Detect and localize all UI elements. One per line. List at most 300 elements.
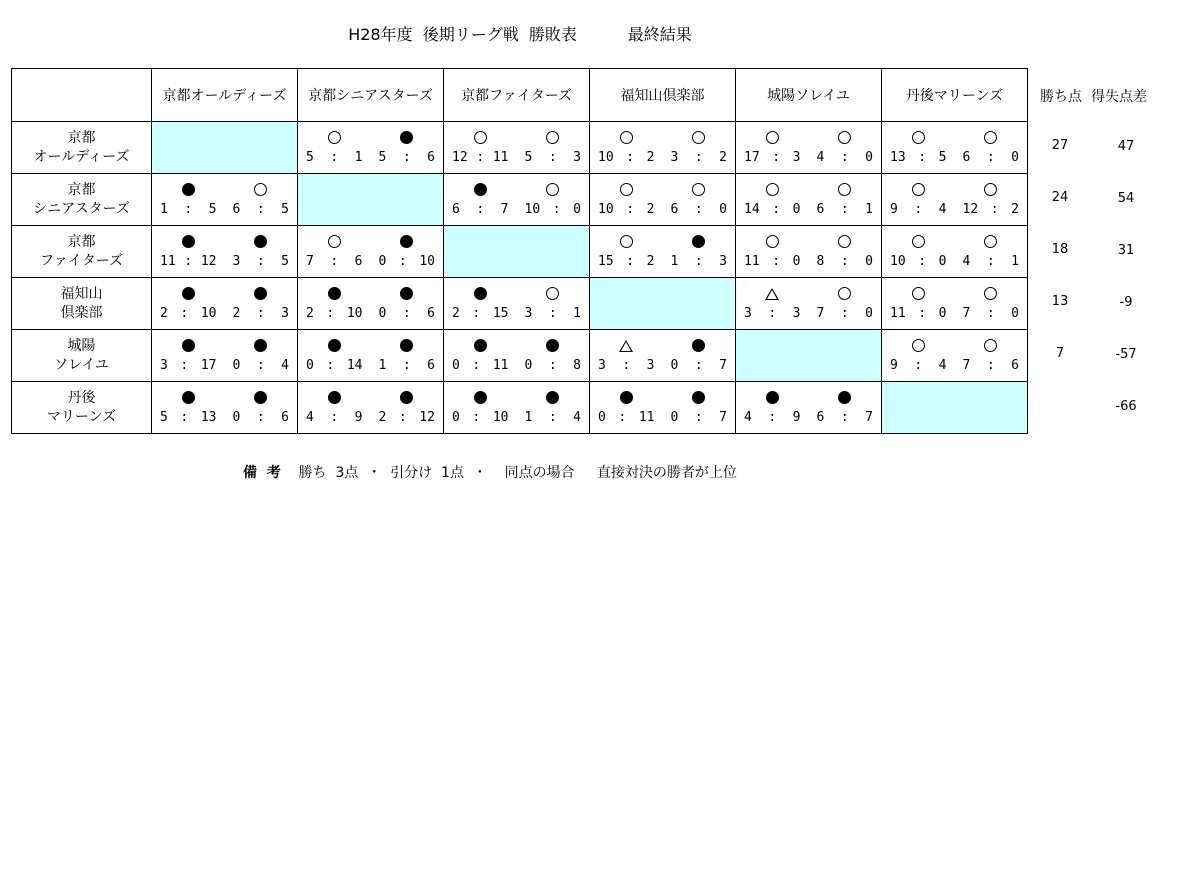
game-result-cell [444,278,517,330]
score-separator: : [402,150,411,165]
score-against: 7 [865,410,873,425]
game-score [736,252,809,272]
team-goal-diff: -66 [1115,399,1137,414]
score-for: 10 [890,254,906,269]
team-points: 18 [1051,242,1069,257]
game-result-cell [736,174,809,226]
game-score [663,252,736,272]
game-result-cell [590,226,663,278]
game-result-cell [152,226,225,278]
score-for: 0 [670,358,679,373]
score-against: 6 [281,410,289,425]
team-goal-diff: -57 [1115,347,1137,362]
score-against: 2 [646,150,655,165]
row-team-name [12,382,152,434]
score-for: 0 [232,358,241,373]
game-result-cell [736,278,809,330]
result-mark [298,282,371,304]
score-against: 11 [492,358,509,373]
score-separator: : [402,306,411,321]
result-mark [663,230,736,252]
score-for: 0 [524,358,533,373]
score-against: 4 [281,358,289,373]
win-circle-icon [984,287,997,300]
result-mark [955,334,1028,356]
score-separator: : [626,150,635,165]
result-mark [955,126,1028,148]
loss-filled-circle-icon [692,391,705,404]
remarks-label: 備 考 [243,465,281,481]
game-score [152,408,225,428]
game-result-cell [371,226,444,278]
loss-filled-circle-icon [400,235,413,248]
result-mark [517,178,590,200]
result-mark [444,386,517,408]
win-circle-icon [328,131,341,144]
win-circle-icon [474,131,487,144]
loss-filled-circle-icon [692,235,705,248]
win-circle-icon [912,183,925,196]
game-score [590,356,663,376]
result-mark [298,334,371,356]
game-score [517,356,590,376]
score-for: 14 [744,202,760,217]
score-separator: : [914,358,923,373]
score-against: 0 [938,306,947,321]
score-against: 5 [281,202,289,217]
loss-filled-circle-icon [474,339,487,352]
loss-filled-circle-icon [328,339,341,352]
result-mark [152,386,225,408]
score-separator: : [772,150,781,165]
score-for: 0 [670,410,679,425]
game-score [663,200,736,220]
score-for: 3 [160,358,168,373]
game-result-cell [736,122,809,174]
win-circle-icon [984,131,997,144]
game-result-cell [444,330,517,382]
game-score [225,304,298,324]
result-mark [736,178,809,200]
self-match-cell [444,226,590,278]
game-score [882,304,955,324]
score-against: 7 [500,202,509,217]
row-team-name-line2: オールディーズ [33,148,130,165]
result-mark [663,386,736,408]
row-team-name [12,174,152,226]
remarks-note [243,462,737,482]
score-for: 2 [452,306,460,321]
score-for: 10 [598,202,614,217]
score-separator: : [986,306,995,321]
row-team-name-line1: 京都 [67,129,96,146]
score-separator: : [986,358,995,373]
score-for: 17 [744,150,760,165]
score-separator: : [548,306,557,321]
team-points: 27 [1051,138,1069,153]
game-score [225,200,298,220]
game-result-cell [152,278,225,330]
self-match-cell [736,330,882,382]
score-for: 0 [378,254,387,269]
score-for: 5 [160,410,168,425]
score-for: 2 [160,306,168,321]
score-separator: : [694,254,703,269]
win-circle-icon [328,235,341,248]
score-against: 9 [792,410,801,425]
score-separator: : [694,358,703,373]
loss-filled-circle-icon [182,287,195,300]
score-against: 13 [200,410,217,425]
score-against: 7 [719,410,727,425]
result-mark [882,178,955,200]
score-for: 6 [452,202,460,217]
team-points: 7 [1055,346,1065,361]
win-circle-icon [766,131,779,144]
game-score [955,356,1028,376]
score-separator: : [398,410,407,425]
result-mark [809,386,882,408]
score-against: 0 [865,306,873,321]
loss-filled-circle-icon [766,391,779,404]
score-against: 3 [646,358,655,373]
score-separator: : [472,306,481,321]
game-result-cell [663,382,736,434]
result-mark [517,282,590,304]
game-score [298,356,371,376]
win-circle-icon [984,183,997,196]
row-team-name [12,226,152,278]
score-separator: : [918,254,927,269]
score-separator: : [476,150,485,165]
result-mark [882,282,955,304]
self-match-cell [882,382,1028,434]
loss-filled-circle-icon [182,235,195,248]
self-match-cell [152,122,298,174]
result-mark [882,230,955,252]
score-for: 13 [890,150,906,165]
game-score [225,356,298,376]
win-circle-icon [766,183,779,196]
row-team-name [12,122,152,174]
win-circle-icon [692,131,705,144]
score-separator: : [476,202,485,217]
game-score [517,408,590,428]
score-for: 1 [378,358,387,373]
loss-filled-circle-icon [692,339,705,352]
score-separator: : [986,150,995,165]
score-against: 0 [792,202,801,217]
loss-filled-circle-icon [328,391,341,404]
score-against: 10 [200,306,217,321]
win-circle-icon [984,339,997,352]
result-mark [225,386,298,408]
game-result-cell [590,330,663,382]
win-circle-icon [838,131,851,144]
game-score [882,148,955,168]
self-match-cell [298,174,444,226]
game-score [882,356,955,376]
score-separator: : [840,306,849,321]
result-mark [444,178,517,200]
result-mark [444,126,517,148]
game-result-cell [590,382,663,434]
row-team-name [12,278,152,330]
team-row [12,122,1028,174]
score-separator: : [472,358,481,373]
score-separator: : [768,410,777,425]
win-circle-icon [838,235,851,248]
score-for: 10 [524,202,541,217]
score-separator: : [184,202,193,217]
game-score [371,408,444,428]
score-against: 5 [281,254,289,269]
score-against: 4 [938,358,947,373]
score-for: 9 [890,202,898,217]
result-mark [955,282,1028,304]
row-team-name-line2: 倶楽部 [60,304,103,321]
game-result-cell [444,382,517,434]
score-separator: : [626,254,635,269]
win-circle-icon [620,235,633,248]
score-separator: : [326,358,335,373]
result-mark [517,126,590,148]
score-separator: : [326,306,335,321]
team-goal-diff: 54 [1117,191,1135,206]
game-result-cell [590,122,663,174]
score-separator: : [548,150,557,165]
result-mark [809,126,882,148]
result-mark [663,334,736,356]
result-mark [225,178,298,200]
game-score [663,408,736,428]
result-mark [152,282,225,304]
score-separator: : [840,254,849,269]
loss-filled-circle-icon [546,339,559,352]
game-result-cell [882,122,955,174]
loss-filled-circle-icon [400,339,413,352]
row-team-name-line1: 京都 [67,233,96,250]
team-row [12,226,1028,278]
score-for: 0 [232,410,241,425]
score-against: 6 [427,150,435,165]
score-separator: : [694,410,703,425]
result-mark [736,282,809,304]
win-circle-icon [912,287,925,300]
result-mark [371,282,444,304]
game-score [809,148,882,168]
score-separator: : [256,254,265,269]
score-against: 2 [719,150,727,165]
score-for: 0 [452,358,460,373]
score-separator: : [548,358,557,373]
win-circle-icon [546,183,559,196]
game-result-cell [663,174,736,226]
team-points: 24 [1051,190,1069,205]
score-separator: : [256,306,265,321]
result-mark [152,230,225,252]
game-result-cell [663,226,736,278]
result-mark [882,126,955,148]
result-mark [590,386,663,408]
result-mark [152,178,225,200]
result-mark [809,230,882,252]
score-for: 11 [744,254,760,269]
score-separator: : [256,358,265,373]
game-score [590,408,663,428]
score-against: 5 [208,202,217,217]
result-mark [736,230,809,252]
loss-filled-circle-icon [400,287,413,300]
result-mark [736,126,809,148]
score-for: 3 [232,254,241,269]
loss-filled-circle-icon [254,391,267,404]
game-score [517,200,590,220]
score-for: 9 [890,358,898,373]
game-score [882,252,955,272]
game-result-cell [955,226,1028,278]
score-against: 7 [719,358,727,373]
loss-filled-circle-icon [182,339,195,352]
game-score [371,148,444,168]
result-mark [590,334,663,356]
game-score [152,252,225,272]
result-mark [225,334,298,356]
score-against: 11 [492,150,509,165]
score-separator: : [626,202,635,217]
score-against: 1 [865,202,873,217]
win-circle-icon [546,131,559,144]
score-against: 3 [573,150,581,165]
score-for: 12 [452,150,468,165]
score-separator: : [398,254,407,269]
row-team-name-line1: 京都 [67,181,96,198]
score-for: 15 [598,254,614,269]
result-mark [517,386,590,408]
score-against: 6 [354,254,363,269]
score-against: 1 [573,306,581,321]
score-separator: : [330,150,339,165]
league-body [12,122,1028,434]
loss-filled-circle-icon [620,391,633,404]
row-team-name-line2: シニアスターズ [33,200,130,217]
result-mark [736,386,809,408]
goal-diff-header: 得失点差 [1091,89,1147,105]
score-for: 8 [816,254,825,269]
game-result-cell [298,330,371,382]
result-mark [371,386,444,408]
game-score [371,252,444,272]
game-score [298,408,371,428]
loss-filled-circle-icon [182,183,195,196]
score-for: 0 [452,410,460,425]
remarks-text: 勝ち 3点 ・ 引分け 1点 ・ 同点の場合 直接対決の勝者が上位 [280,465,737,481]
game-score [663,148,736,168]
game-score [444,304,517,324]
score-against: 0 [1011,150,1019,165]
game-score [298,304,371,324]
game-score [736,408,809,428]
game-score [444,200,517,220]
game-result-cell [152,174,225,226]
game-score [517,148,590,168]
game-result-cell [809,382,882,434]
result-mark [663,126,736,148]
loss-filled-circle-icon [254,235,267,248]
score-against: 3 [792,150,801,165]
header-row [12,69,1028,122]
score-against: 0 [719,202,727,217]
score-against: 2 [1011,202,1019,217]
game-result-cell [152,382,225,434]
game-score [809,408,882,428]
game-result-cell [298,278,371,330]
column-team-header: 福知山倶楽部 [590,69,736,122]
score-for: 1 [160,202,168,217]
score-against: 0 [865,254,873,269]
win-circle-icon [620,183,633,196]
game-score [736,148,809,168]
team-row [12,382,1028,434]
result-mark [663,178,736,200]
loss-filled-circle-icon [838,391,851,404]
win-circle-icon [912,235,925,248]
win-circle-icon [254,183,267,196]
score-for: 2 [232,306,241,321]
game-score [444,356,517,376]
game-result-cell [298,122,371,174]
score-for: 6 [232,202,241,217]
score-separator: : [472,410,481,425]
game-result-cell [517,174,590,226]
row-team-name-line2: マリーンズ [46,408,117,425]
score-for: 11 [160,254,176,269]
loss-filled-circle-icon [546,391,559,404]
score-separator: : [990,202,999,217]
game-score [152,304,225,324]
score-for: 0 [378,306,387,321]
game-result-cell [955,122,1028,174]
score-separator: : [184,254,193,269]
score-separator: : [986,254,995,269]
score-against: 10 [492,410,509,425]
score-separator: : [618,410,627,425]
score-for: 7 [962,358,971,373]
column-team-header: 京都オールディーズ [152,69,298,122]
corner-cell [12,69,152,122]
score-for: 1 [524,410,533,425]
result-mark [882,334,955,356]
game-result-cell [225,330,298,382]
score-for: 10 [598,150,614,165]
self-match-cell [590,278,736,330]
score-for: 5 [378,150,387,165]
score-against: 11 [638,410,655,425]
score-against: 12 [419,410,435,425]
row-team-name [12,330,152,382]
win-circle-icon [620,131,633,144]
score-against: 2 [646,254,655,269]
column-team-header: 城陽ソレイユ [736,69,882,122]
game-result-cell [152,330,225,382]
result-mark [444,282,517,304]
game-score [371,356,444,376]
game-score [225,252,298,272]
score-separator: : [180,306,189,321]
score-against: 14 [346,358,363,373]
score-for: 0 [306,358,314,373]
score-separator: : [256,410,265,425]
